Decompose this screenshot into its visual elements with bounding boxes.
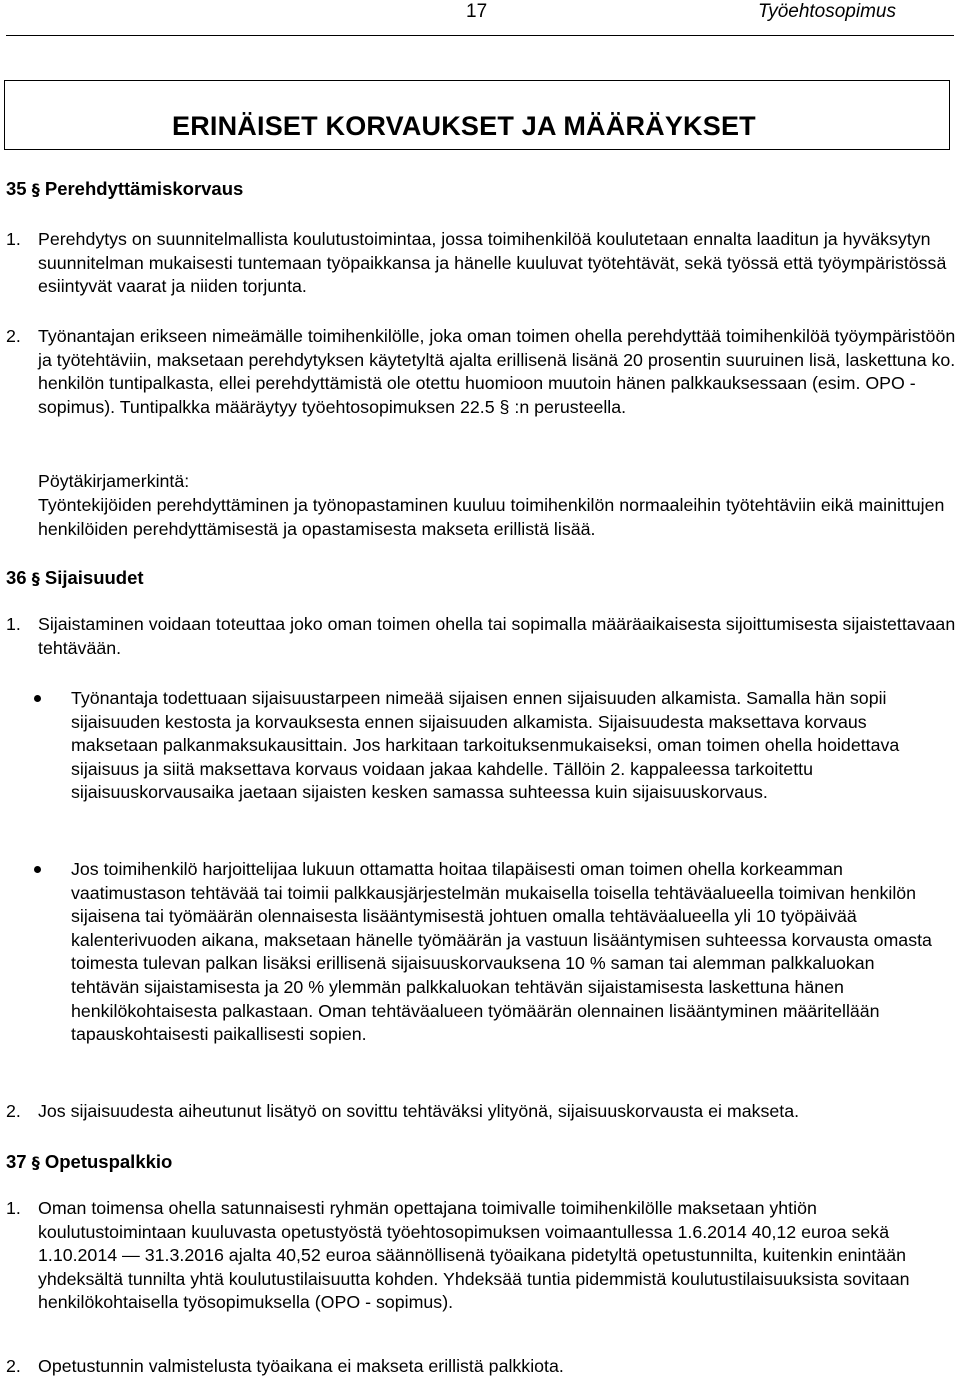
section-symbol: § [31, 180, 40, 199]
paragraph-number: 1. [6, 614, 21, 634]
section-heading-36 [6, 566, 144, 591]
paragraph-37-2 [6, 1355, 958, 1379]
paragraph-number: 1. [6, 1198, 21, 1218]
page-number: 17 [466, 1, 488, 22]
paragraph-text: Perehdytys on suunnitelmallista koulutustoimintaa, jossa toimihenkilöä koulutetaan ennalta laaditun ja hyväksytyn suunnitelman mukaisesti tuntemaan työpaikkansa ja hänelle kuuluvat työtehtävät, sekä työssä että työympäristössä esiintyvät vaarat ja niiden torjunta. [38, 229, 947, 297]
section-title: Opetuspalkkio [44, 1151, 173, 1172]
paragraph-text: Oman toimensa ohella satunnaisesti ryhmän opettajana toimivalle toimihenkilölle maksetaan yhtiön koulutustoimintaan kuuluvasta opetustyöstä työehtosopimuksen voimaantullessa 1.6.2014 40,12 euroa sekä 1.10.2014 — 31.3.2016 ajalta 40,52 euroa säännöllisenä työaikana pidetyltä opetustunnilta, kuitenkin enintään yhdeksältä tunnilta yhtä koulutustilaisuutta kohden. Yhdeksää tuntia pidemmistä koulutustilaisuuksista sovitaan henkilökohtaisella työsopimuksella (OPO - sopimus). [38, 1198, 910, 1313]
protocol-note-label: Pöytäkirjamerkintä: [38, 471, 190, 491]
chapter-title: ERINÄISET KORVAUKSET JA MÄÄRÄYKSET [172, 111, 756, 141]
document-title: Työehtosopimus [758, 1, 896, 22]
paragraph-37-1 [6, 1197, 958, 1315]
paragraph-36-2 [6, 1100, 958, 1124]
section-number: 37 [6, 1151, 27, 1172]
paragraph-text: Työnantajan erikseen nimeämälle toimihenkilölle, joka oman toimen ohella perehdyttää toimihenkilöä työympäristöön ja työtehtäviin, maksetaan perehdytyksen käytetyltä ajalta erillisenä lisänä 20 prosentin suuruinen lisä, laskettuna ko. henkilön tuntipalkasta, ellei perehdyttämistä ole otettu huomioon muutoin hänen palkkauksessaan (esim. OPO - sopimus). Tuntipalkka määräytyy työehtosopimuksen 22.5 § :n perusteella. [38, 326, 956, 417]
bullet-icon [34, 695, 41, 702]
section-title: Perehdyttämiskorvaus [44, 178, 244, 199]
bullet-item [38, 687, 943, 805]
section-heading-35 [6, 177, 243, 202]
paragraph-number: 2. [6, 1101, 21, 1121]
section-symbol: § [31, 569, 40, 588]
bullet-icon [34, 866, 41, 873]
section-heading-37 [6, 1150, 172, 1175]
bullet-text: Jos toimihenkilö harjoittelijaa lukuun ottamatta hoitaa tilapäisesti oman toimen ohella korkeamman vaatimustason tehtävää tai toimii palkkausjärjestelmän mukaisella toisella tehtäväalueella toimivan henkilön sijaisena tai työmäärän olennaisesta lisääntymisestä johtuen omalla tehtäväalueella yli 10 työpäivää kalenterivuoden aikana, maksetaan hänelle työmäärän ja vastuun lisääntymisen suhteessa korvausta omasta toimesta tulevan palkan lisäksi erillisenä sijaisuuskorvauksena 10 % saman tai alemman palkkaluokan tehtävän sijaistamisesta ja 20 % ylemmän palkkaluokan tehtävän sijaistamisesta laskettuna hänen henkilökohtaisesta palkastaan. Oman tehtäväalueen työmäärän olennainen lisääntyminen määritellään tapauskohtaisesti paikallisesti sopien. [71, 859, 932, 1045]
header-divider [6, 35, 954, 36]
paragraph-number: 2. [6, 1356, 21, 1376]
paragraph-36-1 [6, 613, 958, 660]
section-title: Sijaisuudet [44, 567, 144, 588]
section-number: 36 [6, 567, 27, 588]
paragraph-35-1 [6, 228, 958, 299]
section-symbol: § [31, 1153, 40, 1172]
bullet-text: Työnantaja todettuaan sijaisuustarpeen nimeää sijaisen ennen sijaisuuden alkamista. Samalla hän sopii sijaisuuden kestosta ja korvauksesta ennen sijaisuuden alkamista. Sijaisuudesta maksettava korvaus maksetaan palkanmaksukausittain. Jos harkitaan tarkoituksenmukaiseksi, oman toimen ohella hoidettava sijaisuus ja siitä maksettava korvaus voidaan jakaa kahdelle. Tällöin 2. kappaleessa tarkoitettu sijaisuuskorvausaika jaetaan sijaisten kesken samassa suhteessa kuin sijaisuuskorvaus. [71, 688, 900, 803]
paragraph-number: 1. [6, 229, 21, 249]
paragraph-number: 2. [6, 326, 21, 346]
paragraph-text: Opetustunnin valmistelusta työaikana ei makseta erillistä palkkiota. [38, 1356, 564, 1376]
bullet-item [38, 858, 943, 1047]
section-number: 35 [6, 178, 27, 199]
paragraph-text: Sijaistaminen voidaan toteuttaa joko oman toimen ohella tai sopimalla määräaikaisesta sijoittumisesta sijaistettavaan tehtävään. [38, 614, 956, 658]
protocol-note-text: Työntekijöiden perehdyttäminen ja työnopastaminen kuuluu toimihenkilön normaaleihin työtehtäviin eikä mainittujen henkilöiden perehdyttämisestä ja opastamisesta makseta erillistä lisää. [38, 495, 945, 539]
paragraph-text: Jos sijaisuudesta aiheutunut lisätyö on sovittu tehtäväksi ylityönä, sijaisuuskorvausta ei makseta. [38, 1101, 800, 1121]
paragraph-35-2 [6, 325, 958, 419]
